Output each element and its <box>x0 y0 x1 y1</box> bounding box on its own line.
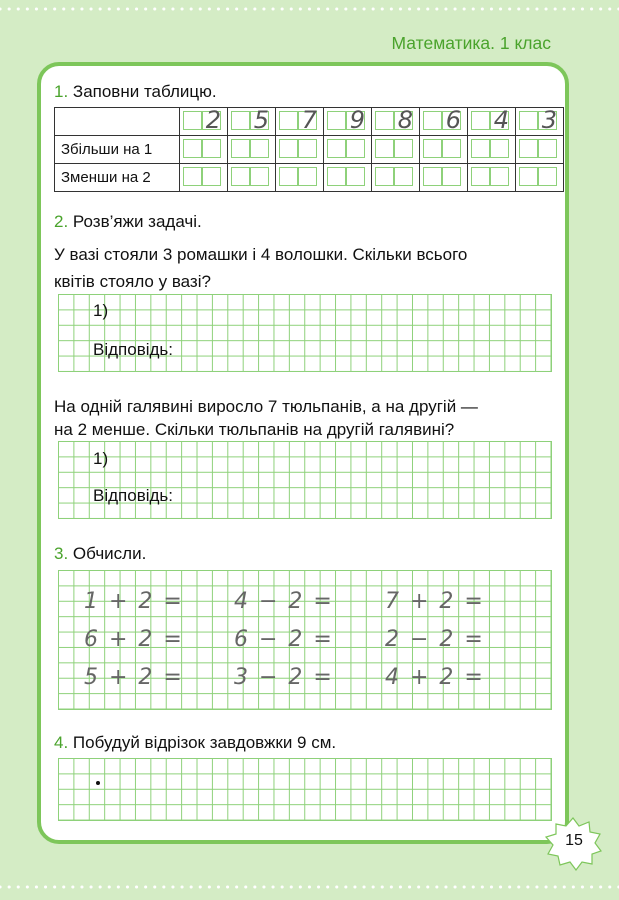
answer-cell[interactable] <box>276 136 324 164</box>
answer-cell[interactable] <box>420 164 468 192</box>
answer-cell[interactable] <box>372 136 420 164</box>
answer-cell[interactable] <box>324 136 372 164</box>
segment-start-point <box>96 781 100 785</box>
task4-title: Побудуй відрізок завдовжки 9 см. <box>72 733 337 752</box>
decorative-dots-bottom <box>0 884 619 890</box>
row-label-decrease: Зменши на 2 <box>55 164 180 192</box>
expression: 5 + 2 = <box>84 665 184 690</box>
answer-cell[interactable] <box>468 164 516 192</box>
task1-heading <box>54 82 217 102</box>
answer-cell[interactable] <box>516 164 564 192</box>
value-cell <box>468 108 516 136</box>
value-cell <box>420 108 468 136</box>
value-digit: 6 <box>445 106 461 134</box>
value-digit: 4 <box>493 106 509 134</box>
solution1-answer-label: Відповідь: <box>93 340 174 359</box>
problem1-line1: У вазі стояли 3 ромашки і 4 волошки. Скільки всього <box>54 245 468 264</box>
value-digit: 7 <box>301 106 317 134</box>
answer-cell[interactable] <box>468 136 516 164</box>
answer-cell[interactable] <box>180 164 228 192</box>
answer-cell[interactable] <box>372 164 420 192</box>
answer-cell[interactable] <box>228 136 276 164</box>
task2-title: Розв’яжи задачі. <box>72 212 202 231</box>
problem2-line1: На одній галявині виросло 7 тюльпанів, а на другій — <box>54 397 478 416</box>
solution2-step: 1) <box>93 449 109 468</box>
solution-grid-2[interactable] <box>58 441 552 519</box>
expression: 6 + 2 = <box>84 627 184 652</box>
task2-number: 2. <box>54 212 69 231</box>
task1-number: 1. <box>54 82 69 101</box>
value-digit: 9 <box>349 106 365 134</box>
table-row-values <box>55 108 564 136</box>
answer-cell[interactable] <box>228 164 276 192</box>
page-number: 15 <box>565 832 583 849</box>
solution2-answer-label: Відповідь: <box>93 486 174 505</box>
solution-grid-1[interactable] <box>58 294 552 372</box>
task1-title: Заповни таблицю. <box>72 82 217 101</box>
subject-header: Математика. 1 клас <box>391 33 551 53</box>
task2-heading <box>54 212 202 232</box>
value-digit: 8 <box>397 106 413 134</box>
value-digit: 2 <box>205 106 221 134</box>
expression: 7 + 2 = <box>385 589 485 614</box>
value-cell <box>276 108 324 136</box>
fill-table <box>54 107 564 192</box>
value-digit: 3 <box>541 106 557 134</box>
task3-title: Обчисли. <box>72 544 147 563</box>
table-row-increase <box>55 136 564 164</box>
decorative-dots-top <box>0 6 619 12</box>
answer-cell[interactable] <box>180 136 228 164</box>
task3-number: 3. <box>54 544 69 563</box>
segment-grid[interactable] <box>58 758 552 821</box>
expression: 1 + 2 = <box>84 589 184 614</box>
problem1-line2: квітів стояло у вазі? <box>54 272 211 291</box>
value-cell <box>372 108 420 136</box>
value-cell <box>516 108 564 136</box>
problem2-line2: на 2 менше. Скільки тюльпанів на другій галявині? <box>54 420 455 439</box>
solution1-step: 1) <box>93 301 109 320</box>
expression: 4 + 2 = <box>385 665 485 690</box>
value-digit: 5 <box>253 106 269 134</box>
answer-cell[interactable] <box>276 164 324 192</box>
task3-heading <box>54 544 146 564</box>
value-cell <box>228 108 276 136</box>
value-cell <box>180 108 228 136</box>
table-row-decrease <box>55 164 564 192</box>
expression: 3 − 2 = <box>234 665 334 690</box>
task4-heading <box>54 733 336 753</box>
value-cell <box>324 108 372 136</box>
expression: 4 − 2 = <box>234 589 334 614</box>
table-corner-cell <box>55 108 180 136</box>
answer-cell[interactable] <box>324 164 372 192</box>
row-label-increase: Збільши на 1 <box>55 136 180 164</box>
answer-cell[interactable] <box>420 136 468 164</box>
task4-number: 4. <box>54 733 69 752</box>
answer-cell[interactable] <box>516 136 564 164</box>
expression: 2 − 2 = <box>385 627 485 652</box>
expression: 6 − 2 = <box>234 627 334 652</box>
